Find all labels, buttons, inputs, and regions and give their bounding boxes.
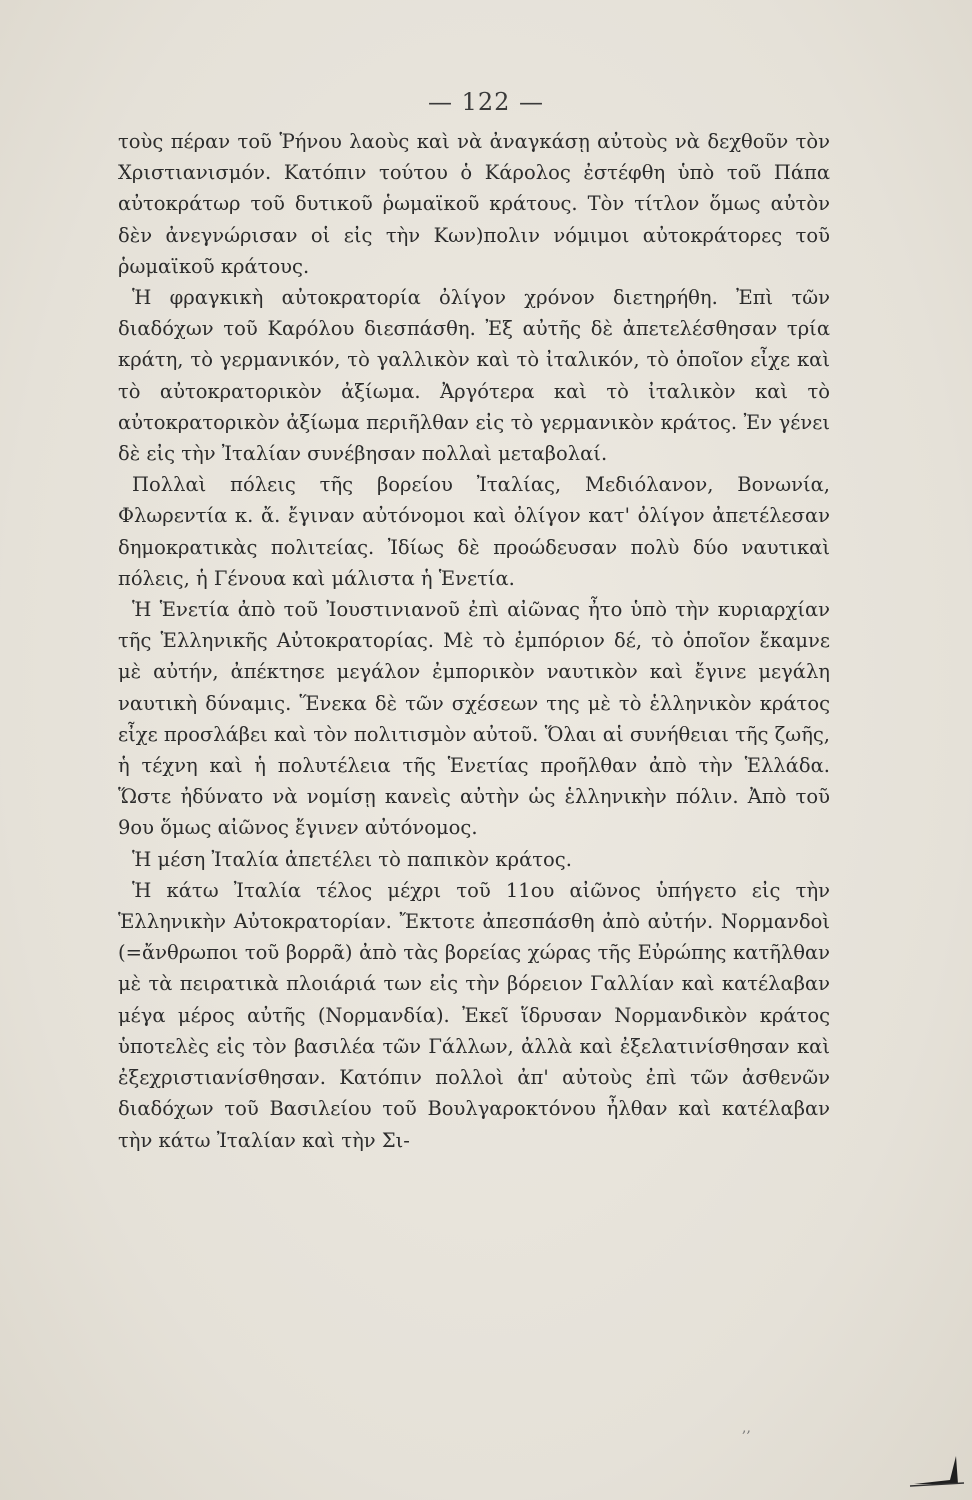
paragraph-2: Ἡ φραγκικὴ αὐτοκρατορία ὀλίγον χρόνον διετηρήθη. Ἐπὶ τῶν διαδόχων τοῦ Καρόλου διεσπάσθη. Ἐξ αὐτῆς δὲ ἀπετελέσθησαν τρία κράτη, τὸ γερμανικόν, τὸ γαλλικὸν καὶ τὸ ἰταλικόν, τὸ ὁποῖον εἶχε καὶ τὸ αὐτοκρατορικὸν ἀξίωμα. Ἀργότερα καὶ τὸ ἰταλικὸν καὶ τὸ αὐτοκρατορικὸν ἀξίωμα περιῆλθαν εἰς τὸ γερμανικὸν κράτος. Ἐν γένει δὲ εἰς τὴν Ἰταλίαν συνέβησαν πολλαὶ μεταβολαί. [118,286,830,466]
paragraph-5: Ἡ μέση Ἰταλία ἀπετέλει τὸ παπικὸν κράτος. [132,847,572,871]
paragraph-3: Πολλαὶ πόλεις τῆς βορείου Ἰταλίας, Μεδιόλανον, Βονωνία, Φλωρεντία κ. ἄ. ἔγιναν αὐτόνομοι καὶ ὀλίγον κατ' ὀλίγον ἀπετέλεσαν δημοκρατικὰς πολιτείας. Ἰδίως δὲ προώδευσαν πολὺ δύο ναυτικαὶ πόλεις, ἡ Γένουα καὶ μάλιστα ἡ Ἑνετία. [118,473,830,590]
paragraph-4: Ἡ Ἑνετία ἀπὸ τοῦ Ἰουστινιανοῦ ἐπὶ αἰῶνας ἦτο ὑπὸ τὴν κυριαρχίαν τῆς Ἑλληνικῆς Αὐτοκρατορίας. Μὲ τὸ ἐμπόριον δέ, τὸ ὁποῖον ἔκαμνε μὲ αὐτήν, ἀπέκτησε μεγάλον ἐμπορικὸν ναυτικὸν καὶ ἔγινε μεγάλη ναυτικὴ δύναμις. Ἕνεκα δὲ τῶν σχέσεων της μὲ τὸ ἑλληνικὸν κράτος εἶχε προσλάβει καὶ τὸν πολιτισμὸν αὐτοῦ. Ὅλαι αἱ συνήθειαι τῆς ζωῆς, ἡ τέχνη καὶ ἡ πολυτέλεια τῆς Ἑνετίας προῆλθαν ἀπὸ τὴν Ἑλλάδα. Ὥστε ἠδύνατο νὰ νομίσῃ κανεὶς αὐτὴν ὡς ἑλληνικὴν πόλιν. Ἀπὸ τοῦ 9ου ὅμως αἰῶνος ἔγινεν αὐτόνομος. [118,598,830,840]
page-corner-mark-icon [906,1450,966,1490]
page-number: — 122 — [427,88,545,116]
paragraph-1: τοὺς πέραν τοῦ Ῥήνου λαοὺς καὶ νὰ ἀναγκάσῃ αὐτοὺς νὰ δεχθοῦν τὸν Χριστιανισμόν. Κατόπιν τούτου ὁ Κάρολος ἐστέφθη ὑπὸ τοῦ Πάπα αὐτοκράτωρ τοῦ δυτικοῦ ῥωμαϊκοῦ κράτους. Τὸν τίτλον ὅμως αὐτὸν δὲν ἀνεγνώρισαν οἱ εἰς τὴν Κων)πολιν νόμιμοι αὐτοκράτορες τοῦ ῥωμαϊκοῦ κράτους. [118,130,830,278]
body-text [118,126,830,1156]
pencil-mark: ,, [742,1420,751,1436]
paragraph-6: Ἡ κάτω Ἰταλία τέλος μέχρι τοῦ 11ου αἰῶνος ὑπήγετο εἰς τὴν Ἑλληνικὴν Αὐτοκρατορίαν. Ἔκτοτε ἀπεσπάσθη ἀπὸ αὐτήν. Νορμανδοὶ (=ἄνθρωποι τοῦ βορρᾶ) ἀπὸ τὰς βορείας χώρας τῆς Εὐρώπης κατῆλθαν μὲ τὰ πειρατικὰ πλοιάριά των εἰς τὴν βόρειον Γαλλίαν καὶ κατέλαβαν μέγα μέρος αὐτῆς (Νορμανδία). Ἐκεῖ ἵδρυσαν Νορμανδικὸν κράτος ὑποτελὲς εἰς τὸν βασιλέα τῶν Γάλλων, ἀλλὰ καὶ ἐξελατινίσθησαν καὶ ἐξεχριστιανίσθησαν. Κατόπιν πολλοὶ ἀπ' αὐτοὺς ἐπὶ τῶν ἀσθενῶν διαδόχων τοῦ Βασιλείου τοῦ Βουλγαροκτόνου ἦλθαν καὶ κατέλαβαν τὴν κάτω Ἰταλίαν καὶ τὴν Σι- [118,878,830,1152]
